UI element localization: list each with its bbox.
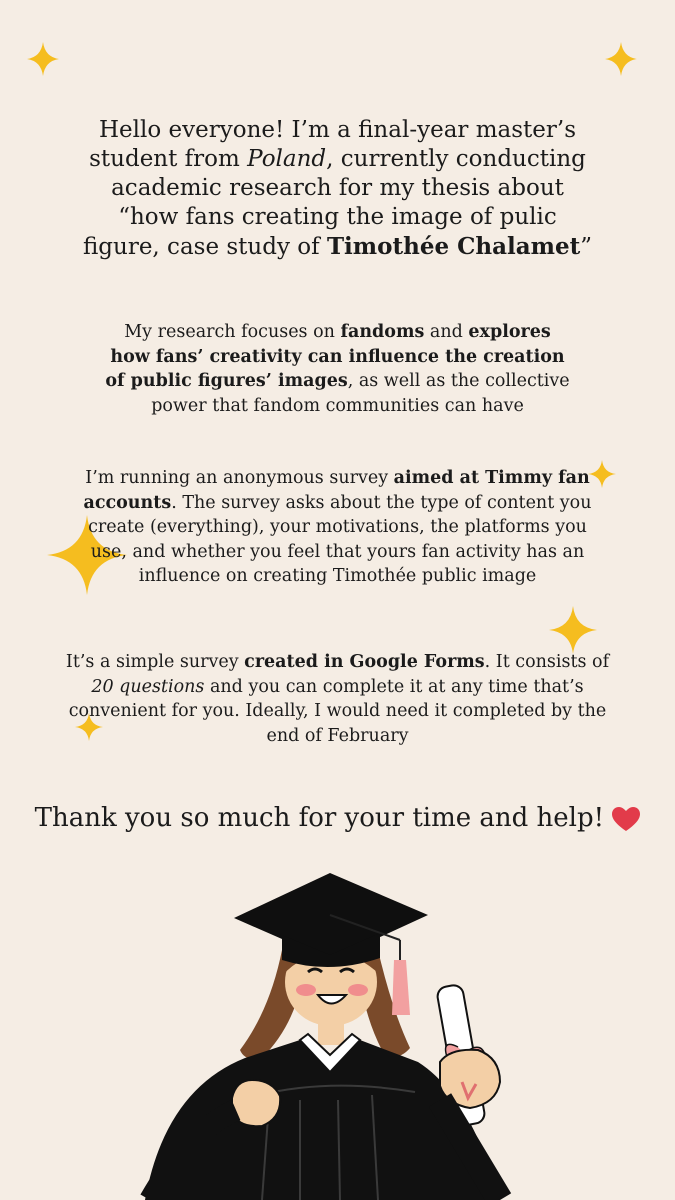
research-paragraph <box>103 320 573 418</box>
research-text-end: , as well as the collective power that fandom communities can have <box>151 371 570 416</box>
intro-text-end: ” <box>580 234 593 260</box>
survey-text: I’m running an anonymous survey <box>85 468 394 488</box>
fandoms-text: fandoms <box>340 322 425 342</box>
survey-text-end: . The survey asks about the type of content you create (everything), your motivations, the platforms you use, and whether you feel that yours fan activity has an influence on creating Timothée public image <box>88 492 592 586</box>
subject-name: Timothée Chalamet <box>326 233 581 260</box>
google-forms-text: created in Google Forms <box>244 652 485 672</box>
thank-you-text: Thank you so much for your time and help! <box>34 803 605 833</box>
explores-text: explores how fans’ creativity can influence the creation of public figures’ images <box>105 322 565 391</box>
graduate-illustration <box>0 860 675 1200</box>
sparkle-icon <box>549 606 597 654</box>
details-text: It’s a simple survey <box>65 652 245 672</box>
intro-text: Hello everyone! I’m a final-year master’s student from <box>89 117 576 172</box>
research-and: and <box>424 322 469 342</box>
survey-paragraph <box>78 466 598 589</box>
details-paragraph <box>65 650 610 748</box>
intro-text-cont: , currently conducting academic research for my thesis about “how fans creating the image of pulic figure, case study of <box>82 146 586 260</box>
heart-icon <box>612 807 640 832</box>
sparkle-icon <box>605 42 637 76</box>
details-text-end: and you can complete it at any time that’s convenient for you. Ideally, I would need it completed by the end of February <box>68 676 607 746</box>
thank-you-line <box>28 800 648 836</box>
target-audience-text: aimed at Timmy fan accounts <box>83 468 590 513</box>
country-text: Poland <box>247 146 327 172</box>
details-text-cont: . It consists of <box>484 652 610 672</box>
question-count-text: 20 questions <box>91 676 205 697</box>
intro-paragraph <box>78 116 598 262</box>
research-text: My research focuses on <box>124 322 341 342</box>
sparkle-icon <box>27 42 59 76</box>
